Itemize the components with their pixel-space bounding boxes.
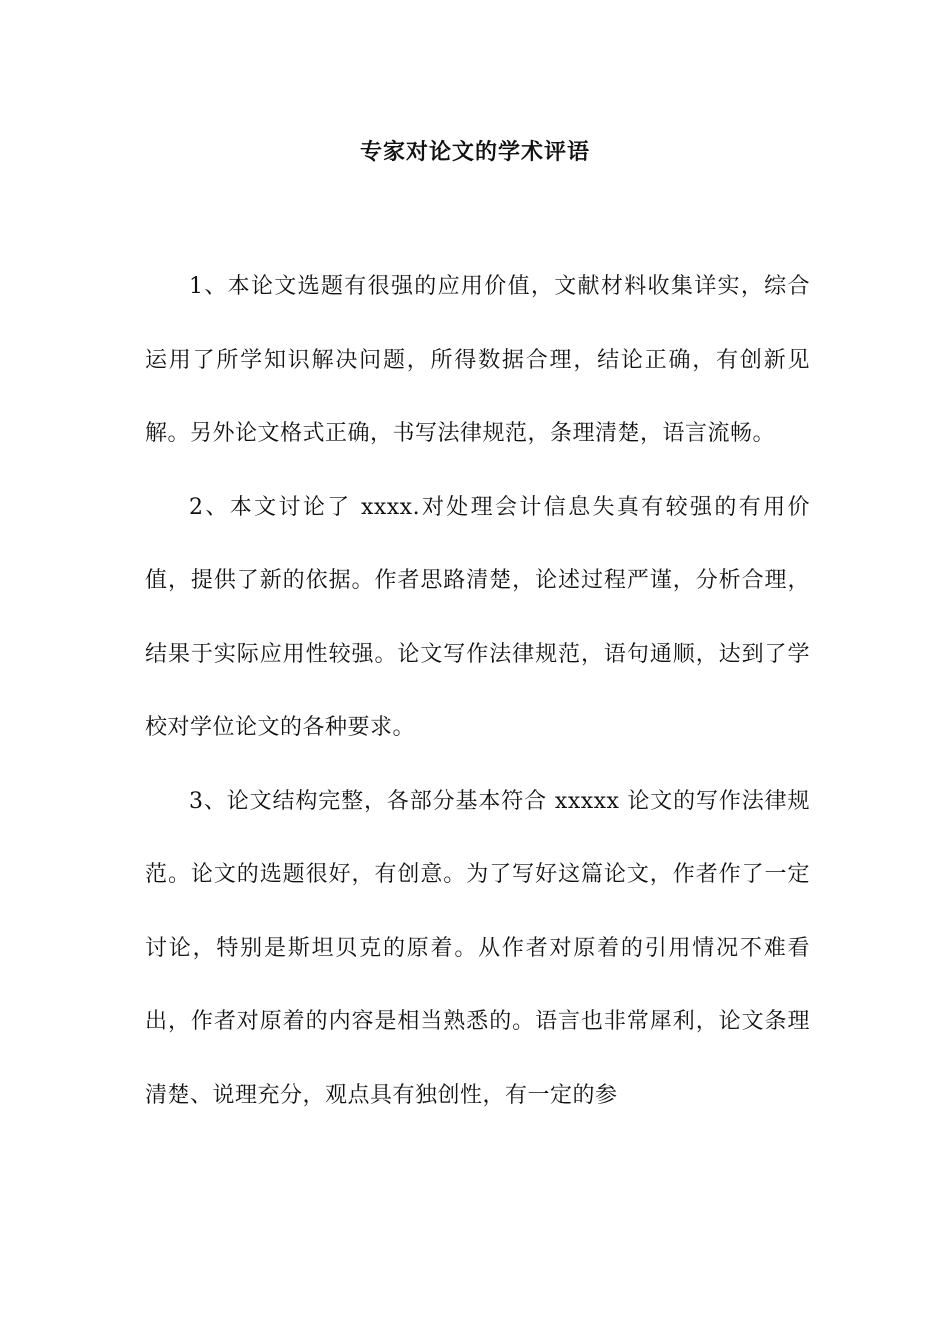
paragraph-1: 1、本论文选题有很强的应用价值，文献材料收集详实，综合运用了所学知识解决问题，所得数据合理，结论正确，有创新见解。另外论文格式正确，书写法律规范，条理清楚，语言流畅。: [145, 274, 810, 446]
document-body: [145, 250, 810, 1132]
paragraph-2: 2、本文讨论了 xxxx.对处理会计信息失真有较强的有用价值，提供了新的依据。作者思路清楚，论述过程严谨，分析合理，结果于实际应用性较强。论文写作法律规范，语句通顺，达到了学校对学位论文的各种要求。: [145, 494, 810, 740]
document-title: 专家对论文的学术评语: [359, 139, 590, 165]
paragraph-3: 3、论文结构完整，各部分基本符合 xxxxx 论文的写作法律规范。论文的选题很好，有创意。为了写好这篇论文，作者作了一定讨论，特别是斯坦贝克的原着。从作者对原着的引用情况不难看出，作者对原着的内容是相当熟悉的。语言也非常犀利，论文条理清楚、说理充分，观点具有独创性，有一定的参: [145, 788, 810, 1108]
